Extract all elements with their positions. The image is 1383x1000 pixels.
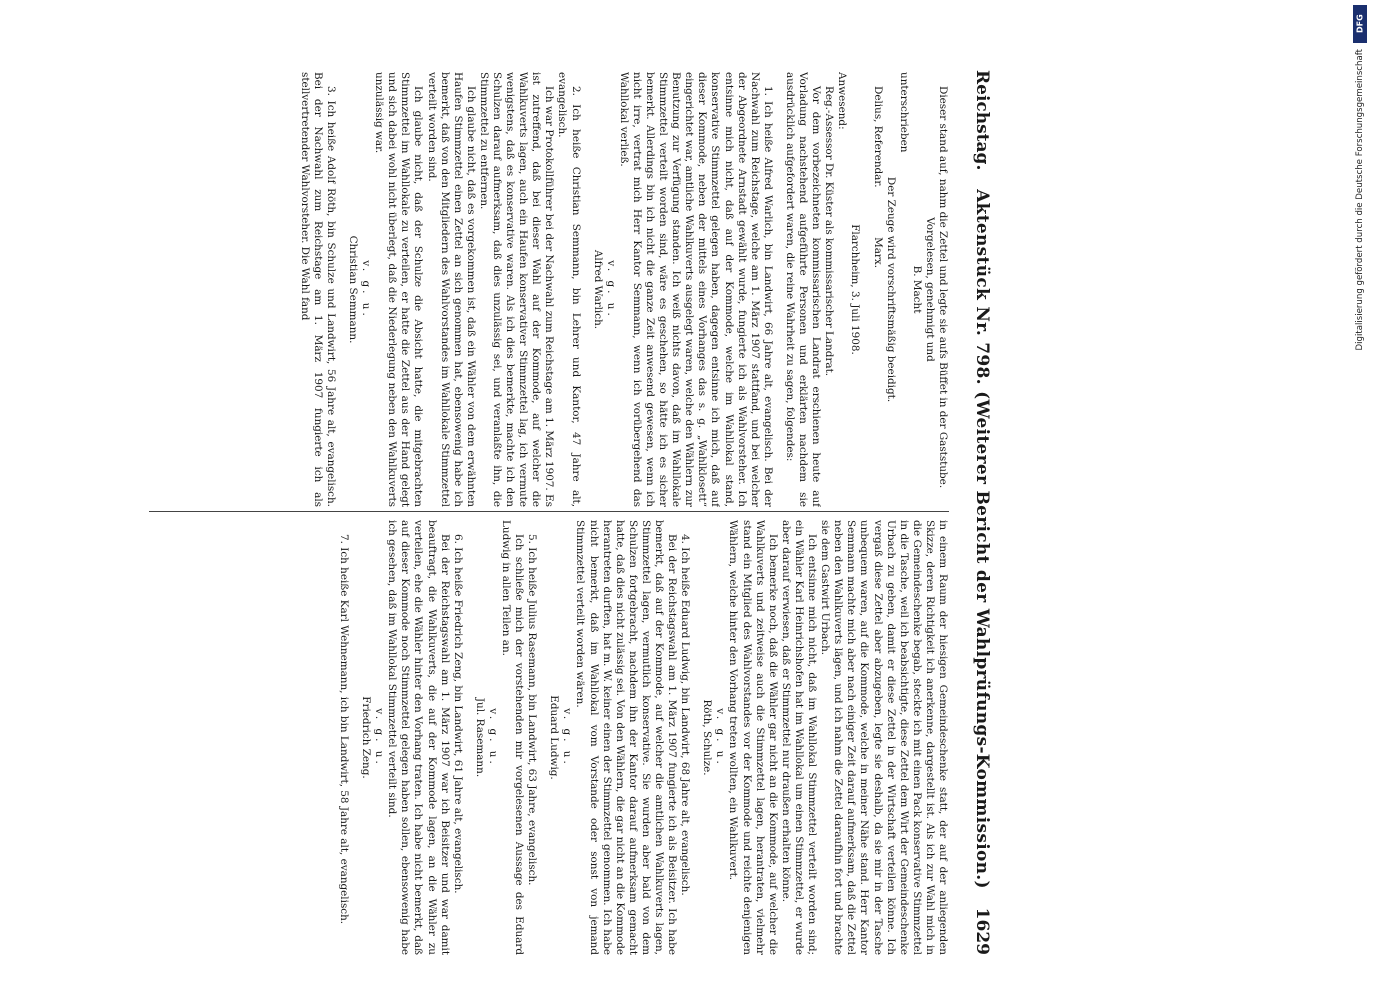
paragraph: Ich war Protokollführer bei der Nachwahl zum Reichstage am 1. März 1907. Es ist zutreffend, daß bei dieser Wahl auf der Kommode, auf welcher die Wahlkuverts lagen, auch ein Haufen konservativer Stimmzettel lag, ich vermute wenigstens, daß es konservative waren. Als ich dies bemerkte, machte ich den Schulzen darauf aufmerksam, daß dies unzulässig sei, und veranlaßte ihn, die Stimmzettel zu entfernen.	[477, 72, 556, 507]
paragraph: Ich bemerke noch, daß die Wähler gar nicht an die Kommode, auf welcher die Wahlkuverts und zeitweise auch die Stimmzettel lagen, herantraten, vielmehr stand ein Mitglied des Wahlvorstandes vor der Kommode und reichte denjenigen Wählern, welche hinter den Vorhang treten wollten, ein Wahlkuvert.	[727, 520, 779, 955]
column-divider	[149, 511, 949, 512]
testimony-paragraph: 1. Ich heiße Alfred Warlich, bin Landwirt, 66 Jahre alt, evangelisch. Bei der Nachwahl zum Reichstage, welche am 1. März 1907 stattfand, und bei welcher der Abgeordnete Arnstadt gewählt wurde, fungierte ich als Wahlvorsteher. Ich entsinne mich nicht, daß auf der Kommode, welche im Wahllokal stand, konservative Stimmzettel gelegen haben, dagegen entsinne ich mich, daß auf dieser Kommode, neben der mittels eines Vorhanges das s. g. „Wahlklosett“ eingerichtet war, amtliche Wahlkuverts ausgelegt waren, welche den Wählern zur Benutzung zur Verfügung standen. Ich weiß nichts davon, daß im Wahllokale Stimmzettel verteilt worden sind, wäre es geschehen, so hätte ich es sicher bemerkt. Allerdings bin ich nicht die ganze Zeit anwesend gewesen, wenn ich nicht irre, vertrat mich Herr Kantor Semmann, wenn ich vorübergehend das Wahllokal verließ.	[617, 72, 774, 507]
left-column	[149, 72, 949, 507]
paragraph: Ich glaube nicht, daß es vorgekommen ist, daß ein Wähler von dem erwähnten Haufen Stimmzettel einen Zettel an sich genommen hat, ebensowenig habe ich bemerkt, daß von den Mitgliedern des Wahlvorstandes im Wahllokale Stimmzettel verteilt worden sind.	[425, 72, 477, 507]
testimony-paragraph: 5. Ich heiße Julius Rasemann, bin Landwirt, 63 Jahre, evangelisch.	[526, 534, 539, 886]
closing-line: Der Zeuge wird vorschriftsmäßig beeidigt.	[884, 176, 897, 403]
signature: Christian Semmann.	[346, 235, 359, 344]
signature: Eduard Ludwig.	[548, 695, 561, 780]
paragraph: Dieser stand auf, nahm die Zettel und legte sie aufs Büffet in der Gaststube.	[937, 86, 949, 489]
attestation: v. g. u.	[714, 708, 727, 767]
signature: Delius, Referendar.	[871, 86, 884, 188]
testimony-paragraph: 7. Ich heiße Karl Wehnemann, ich bin Landwirt, 58 Jahre alt, evangelisch.	[337, 534, 350, 925]
signature: Friedrich Zeng.	[360, 696, 373, 779]
attestation: v. g. u.	[604, 260, 617, 319]
attendance-entry: Reg.-Assessor Dr. Küster als kommissarischer Landrat.	[823, 86, 836, 377]
signature: Röth, Schulze.	[701, 699, 714, 776]
testimony-paragraph: 3. Ich heiße Adolf Röth, bin Schulze und Landwirt, 56 Jahre alt, evangelisch. Bei der Nachwahl zum Reichstage am 1. März 1907 fungierte ich als stellvertretender Wahlvorsteher. Die Wahl fand	[298, 72, 337, 507]
paragraph: Ich schließe mich der vorstehenden mir vorgelesenen Aussage des Eduard Ludwig in allen Teilen an.	[500, 520, 526, 955]
signature: Marx.	[871, 237, 884, 269]
signature	[870, 72, 883, 507]
attestation: v. g. u.	[373, 708, 386, 767]
paragraph: Vor dem vorbezeichneten kommissarischen Landrat erschienen heute auf Vorladung nachstehend aufgeführte Personen und erklärten nachdem sie ausdrücklich aufgefordert waren, die reine Wahrheit zu sagen, folgendes:	[783, 72, 823, 507]
paragraph: Ich glaube nicht, daß der Schulze die Absicht hatte, die mitgebrachten Stimmzettel im Wahllokale zu verteilen, er hatte die Zettel aus der Hand gelegt und sich dabei wohl nicht überlegt, daß die Niederlegung neben den Wahlkuverts unzulässig war.	[373, 72, 425, 507]
closing-line: unterschrieben	[897, 72, 910, 153]
attestation: v. g. u.	[486, 708, 499, 767]
right-column	[149, 520, 949, 955]
attestation: v. g. u.	[561, 708, 574, 767]
signature: Alfred Warlich.	[591, 249, 604, 330]
signature: B. Macht	[910, 265, 923, 314]
document-page	[75, 0, 1075, 1000]
page-header	[967, 70, 997, 955]
page-number: 1629	[972, 907, 992, 955]
paragraph: in einem Raum der hiesigen Gemeindeschenke statt, der auf der anliegenden Skizze, deren Richtigkeit ich anerkenne, dargestellt ist. Als ich zur Wahl mich in die Gemeindeschenke begab, steckte ich mit einen Pack konservative Stimmzettel in die Tasche, weil ich beabsichtigte, diese Zettel dem Wirt der Gemeindeschenke Urbach zu geben, damit er diese Zettel in der Wirtschaft verteilen könne. Ich vergaß diese Zettel aber abzugeben, legte sie deshalb, da sie mir in der Tasche unbequem waren, auf die Kommode, welche in meiner Nähe stand. Herr Kantor Semmann machte mich aber nach einiger Zeit darauf aufmerksam, daß die Zettel neben den Wahlkuverts lägen, und ich nahm die Zettel daraufhin fort und brachte sie dem Gastwirt Urbach.	[819, 520, 949, 955]
dfg-logo: DFG	[1353, 5, 1367, 43]
testimony-paragraph: 2. Ich heiße Christian Semmann, bin Lehrer und Kantor, 47 Jahre alt, evangelisch.	[556, 72, 582, 507]
credit-text: Digitalisierung gefördert durch die Deutsche Forschungsgemeinschaft	[1355, 49, 1365, 351]
header-title: Aktenstück Nr. 798. (Weiterer Bericht der Wahlprüfungs-Kommission.)	[972, 189, 992, 889]
paragraph: Bei der Reichstagswahl am 1. März 1907 fungierte ich als Beisitzer. Ich habe bemerkt, daß auf der Kommode, auf welcher die amtlichen Wahlkuverts lagen, Stimmzettel lagen, vermutlich konservative. Sie wurden aber bald von dem Schulzen fortgebracht, nachdem ihn der Kantor darauf aufmerksam gemacht hatte, daß dies nicht zulässig sei. Von den Wählern, die gar nicht an die Kommode herantreten durften, hat m. W. keiner einen der Stimmzettel genommen. Ich habe nicht bemerkt, daß im Wahllokal vom Vorstande oder sonst von jemand Stimmzettel verteilt worden wären.	[574, 520, 679, 955]
attendance-label: Anwesend:	[836, 72, 849, 130]
closing-line: Vorgelesen, genehmigt und	[923, 217, 936, 362]
attestation: v. g. u.	[360, 260, 373, 319]
paragraph: Bei der Reichstagswahl am 1. März 1907 war ich Beisitzer und war damit beauftragt, die Wahlkuverts, die auf der Kommode lagen, an die Wähler zu verteilen, ehe die Wähler hinter den Vorhang traten. Ich habe nicht bemerkt, daß auf dieser Kommode noch Stimmzettel gelegen haben sollen, ebensowenig habe ich gesehen, daß im Wahllokal Stimmzettel verteilt sind.	[386, 520, 451, 955]
testimony-paragraph: 6. Ich heiße Friedrich Zeng, bin Landwirt, 61 Jahre alt, evangelisch.	[451, 534, 464, 894]
paragraph: Ich entsinne mich nicht, daß im Wahllokal Stimmzettel verteilt worden sind; ein Wähler Karl Heinrichshofen hat im Wahllokal um einen Stimmzettel, er wurde aber darauf verwiesen, daß er Stimmzettel nur draußen erhalten könne.	[779, 520, 819, 955]
testimony-paragraph: 4. Ich heiße Eduard Ludwig, bin Landwirt, 68 Jahre alt, evangelisch.	[679, 534, 692, 896]
header-section-name: Reichstag.	[972, 70, 992, 171]
signature: Jul. Rasemann.	[473, 697, 486, 778]
place-date: Flarchheim, 3. Juli 1908.	[849, 224, 862, 355]
digitization-credit	[1345, 5, 1375, 645]
